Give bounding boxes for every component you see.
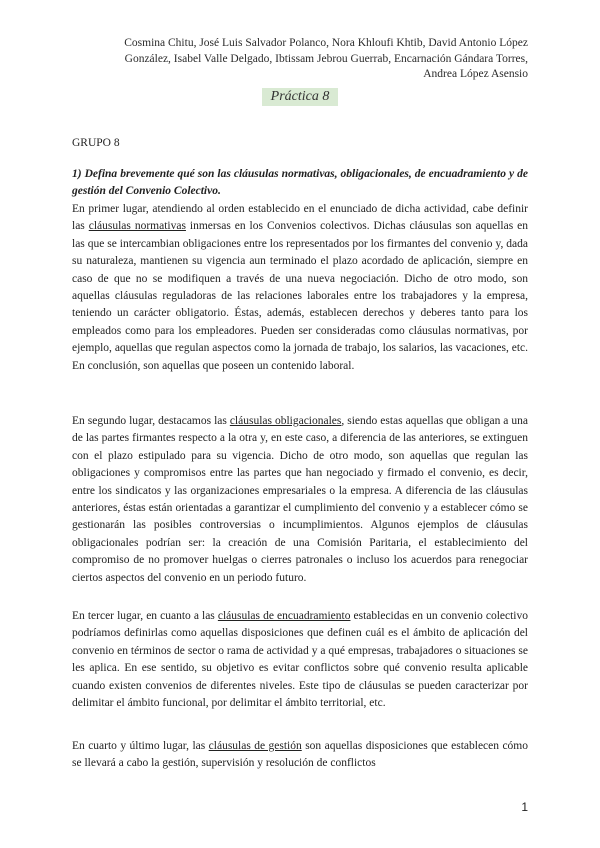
term-underlined: cláusulas de encuadramiento	[217, 610, 351, 622]
authors-line: González, Isabel Valle Delgado, Ibtissam Jebrou Guerrab, Encarnación Gándara Torres,	[124, 52, 528, 65]
term-underlined: cláusulas obligacionales	[229, 415, 342, 427]
paragraph-text: establecidas en un convenio colectivo podríamos definirlas como aquellas disposiciones que definen cuál es el ámbito de aplicación del convenio en términos de sector o rama de actividad y a qué empresas, trabajadores o situaciones se les aplica. En ese sentido, su objetivo es evitar conflictos sobre qué convenio resulta aplicable cuando existen convenios de diferentes niveles. Este tipo de cláusulas se pueden caracterizar por delimitar el ámbito funcional, por delimitar el ámbito territorial, etc.	[72, 610, 529, 710]
paragraph-normativas	[72, 201, 528, 375]
term-underlined: cláusulas de gestión	[208, 740, 302, 752]
paragraph-text: inmersas en los Convenios colectivos. Dichas cláusulas son aquellas en las que se intercambian obligaciones entre los representados por los firmantes del convenio y, dada su naturaleza, mantienen su vigencia aun terminado el plazo acordado de aplicación, siempre en caso de que no se modifiquen a través de una nueva negociación. Dicho de otro modo, son aquellas cláusulas reguladoras de las relaciones laborales entre los trabajadores y la empresa, teniendo un carácter obligatorio. Éstas, además, establecen derechos y deberes tanto para los empleados como para los empleadores. Pueden ser consideradas como cláusulas normativas, por ejemplo, aquellas que regulan aspectos como la jornada de trabajo, los salarios, las vacaciones, etc. En conclusión, son aquellas que poseen un contenido laboral.	[72, 220, 528, 372]
paragraph-text: En primer lugar, atendiendo al orden establecido en el enunciado de dicha actividad, cabe definir las	[72, 203, 528, 233]
document-title: Práctica 8	[262, 88, 338, 106]
paragraph-gestion	[72, 738, 528, 773]
paragraph-text: , siendo estas aquellas que obligan a una de las partes firmantes respecto a la otra y, en este caso, a diferencia de las anteriores, se extinguen con el plazo estipulado para su vigencia. Dicho de otro modo, son aquellas que regulan las obligaciones y compromisos entre las partes que han negociado y firmado el convenio, es decir, entre los sindicatos y las organizaciones empresariales o la empresa. A diferencia de las cláusulas anteriores, éstas están orientadas a garantizar el cumplimiento del convenio y a establecer cómo se gestionarán las posibles controversias o incumplimientos. Algunos ejemplos de cláusulas obligacionales podrían ser: la creación de una Comisión Paritaria, el establecimiento del compromiso de no promover huelgas o cierres patronales o incluso los acuerdos para renegociar ciertos aspectos del convenio en un periodo futuro.	[72, 415, 528, 584]
paragraph-text: En segundo lugar, destacamos las	[72, 415, 230, 427]
paragraph-text: son aquellas disposiciones que establecen cómo se llevará a cabo la gestión, supervisión y resolución de conflictos	[72, 740, 528, 770]
paragraph-encuadramiento	[72, 608, 528, 712]
authors-header	[72, 36, 528, 83]
question-heading: 1) Defina brevemente qué son las cláusulas normativas, obligacionales, de encuadramiento y de gestión del Convenio Colectivo.	[72, 168, 528, 198]
authors-line: Cosmina Chitu, José Luis Salvador Polanco, Nora Khloufi Khtib, David Antonio López	[124, 37, 528, 49]
paragraph-text: En cuarto y último lugar, las	[72, 740, 209, 752]
group-label: GRUPO 8	[72, 137, 120, 149]
authors-line: Andrea López Asensio	[423, 68, 528, 81]
term-underlined: cláusulas normativas	[88, 220, 186, 233]
paragraph-text: En tercer lugar, en cuanto a las	[72, 610, 218, 622]
paragraph-obligacionales	[72, 413, 528, 587]
page-number: 1	[521, 800, 528, 814]
